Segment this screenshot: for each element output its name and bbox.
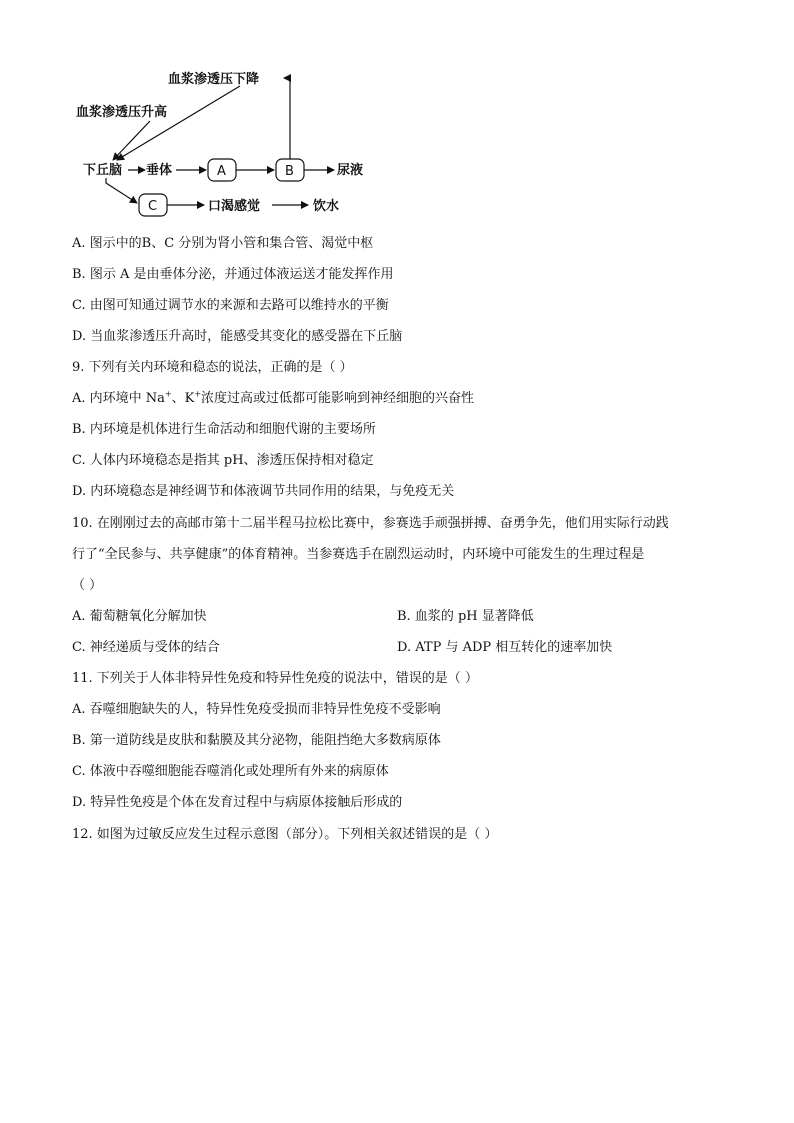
label-pituitary: 垂体 xyxy=(146,163,173,178)
q8-option-d: D. 当血浆渗透压升高时，能感受其变化的感受器在下丘脑 xyxy=(72,329,403,344)
q10-option-a: A. 葡萄糖氧化分解加快 xyxy=(72,609,207,624)
q9-option-d: D. 内环境稳态是神经调节和体液调节共同作用的结果，与免疫无关 xyxy=(72,484,455,499)
label-thirst: 口渴感觉 xyxy=(208,199,261,214)
q11-option-c: C. 体液中吞噬细胞能吞噬消化或处理所有外来的病原体 xyxy=(72,764,389,779)
q10-stem-line3: （ ） xyxy=(72,578,103,593)
water-balance-diagram xyxy=(0,0,794,230)
q8-option-a: A. 图示中的B、C 分别为肾小管和集合管、渴觉中枢 xyxy=(72,236,374,251)
q10-option-c: C. 神经递质与受体的结合 xyxy=(72,640,220,655)
q10-option-d: D. ATP 与 ADP 相互转化的速率加快 xyxy=(397,640,613,655)
arrow-up-to-hypothalamus xyxy=(113,121,150,160)
label-urine: 尿液 xyxy=(337,163,364,178)
q10-stem-line2: 行了“全民参与、共享健康”的体育精神。当参赛选手在剧烈运动时，内环境中可能发生的生理过程是 xyxy=(72,547,645,562)
q9-stem: 9. 下列有关内环境和稳态的说法，正确的是（ ） xyxy=(72,360,353,375)
box-b-label: B xyxy=(285,164,294,179)
label-drink: 饮水 xyxy=(313,199,340,214)
q11-stem: 11. 下列关于人体非特异性免疫和特异性免疫的说法中，错误的是（ ） xyxy=(72,671,478,686)
arrow-b-to-plasma-down xyxy=(284,78,290,159)
arrow-down-to-hypothalamus xyxy=(117,86,240,160)
box-c-label: C xyxy=(148,199,158,214)
q9-option-b: B. 内环境是机体进行生命活动和细胞代谢的主要场所 xyxy=(72,422,376,437)
q9-option-c: C. 人体内环境稳态是指其 pH、渗透压保持相对稳定 xyxy=(72,453,374,468)
label-plasma-osmotic-up: 血浆渗透压升高 xyxy=(76,105,168,120)
label-plasma-osmotic-down: 血浆渗透压下降 xyxy=(168,72,260,87)
arrow-hypothalamus-to-c xyxy=(106,178,137,203)
q8-option-b: B. 图示 A 是由垂体分泌，并通过体液运送才能发挥作用 xyxy=(72,267,394,282)
q8-option-c: C. 由图可知通过调节水的来源和去路可以维持水的平衡 xyxy=(72,298,389,313)
q9-option-a: A. 内环境中 Na+、K+浓度过高或过低都可能影响到神经细胞的兴奋性 xyxy=(72,389,475,406)
label-hypothalamus: 下丘脑 xyxy=(83,163,123,178)
q10-option-b: B. 血浆的 pH 显著降低 xyxy=(397,609,534,624)
box-a-label: A xyxy=(217,164,226,179)
q11-option-d: D. 特异性免疫是个体在发育过程中与病原体接触后形成的 xyxy=(72,795,403,810)
q11-option-a: A. 吞噬细胞缺失的人，特异性免疫受损而非特异性免疫不受影响 xyxy=(72,702,441,717)
q11-option-b: B. 第一道防线是皮肤和黏膜及其分泌物，能阻挡绝大多数病原体 xyxy=(72,733,441,748)
q12-stem: 12. 如图为过敏反应发生过程示意图（部分）。下列相关叙述错误的是（ ） xyxy=(72,827,498,842)
q10-stem-line1: 10. 在刚刚过去的高邮市第十二届半程马拉松比赛中，参赛选手顽强拼搏、奋勇争先，他们用实际行动践 xyxy=(72,516,669,531)
